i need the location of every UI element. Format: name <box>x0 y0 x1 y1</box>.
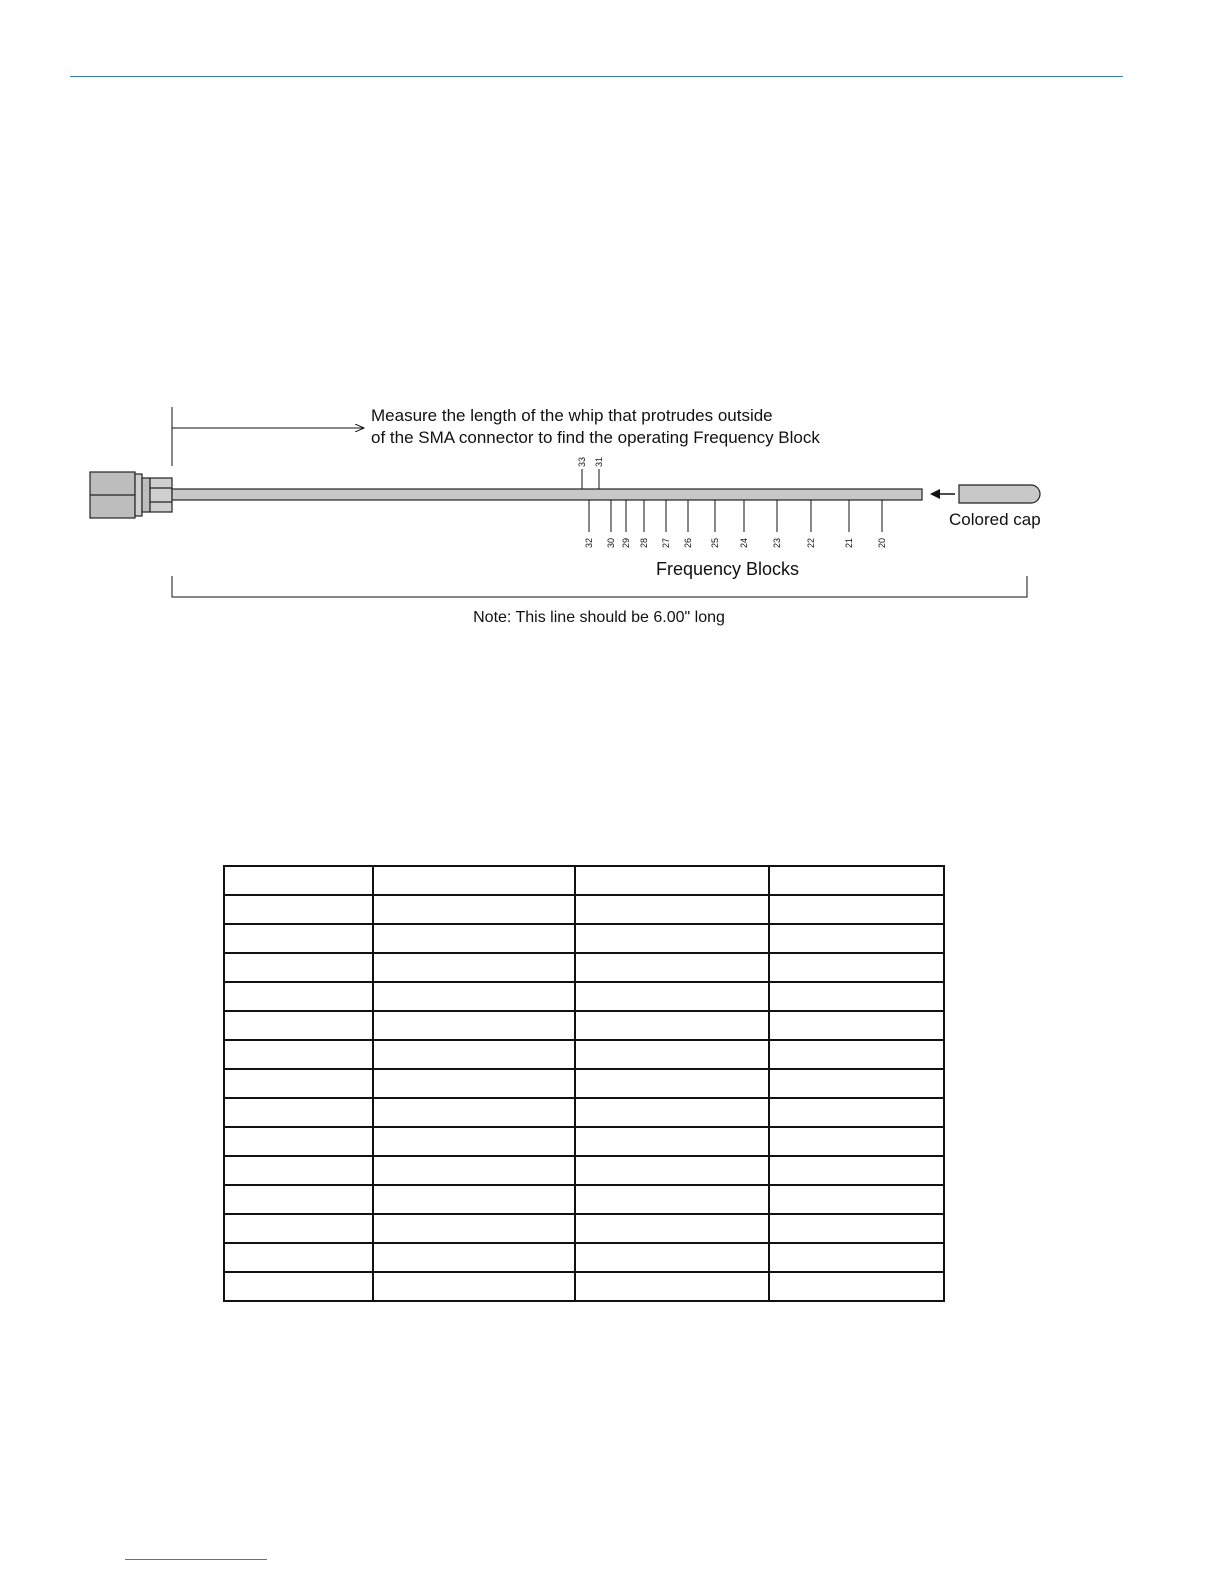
tick-label-32: 32 <box>584 537 594 548</box>
table-cell <box>373 1214 575 1243</box>
table-cell <box>575 1156 769 1185</box>
table-cell <box>224 982 373 1011</box>
tick-label-31: 31 <box>594 456 604 467</box>
table-cell <box>575 982 769 1011</box>
table-cell <box>373 1185 575 1214</box>
table-cell <box>224 866 373 895</box>
table-cell <box>769 1011 944 1040</box>
table-cell <box>769 924 944 953</box>
tick-label-24: 24 <box>739 537 749 548</box>
table-cell <box>373 866 575 895</box>
tick-label-20: 20 <box>877 537 887 548</box>
tick-label-25: 25 <box>710 537 720 548</box>
tick-label-28: 28 <box>639 537 649 548</box>
table-cell <box>373 1243 575 1272</box>
table-cell <box>575 953 769 982</box>
tick-label-21: 21 <box>844 537 854 548</box>
table-row <box>224 1214 944 1243</box>
table-cell <box>769 1069 944 1098</box>
tick-label-23: 23 <box>772 537 782 548</box>
table-cell <box>769 953 944 982</box>
table-cell <box>373 953 575 982</box>
table-cell <box>769 895 944 924</box>
table-row <box>224 1156 944 1185</box>
table-cell <box>373 1156 575 1185</box>
instruction-line-1: Measure the length of the whip that protrudes outside <box>371 406 773 425</box>
table-cell <box>769 1098 944 1127</box>
table-cell <box>373 1098 575 1127</box>
table-row <box>224 866 944 895</box>
table-cell <box>224 1040 373 1069</box>
table-cell <box>575 1272 769 1301</box>
table-row <box>224 953 944 982</box>
table-cell <box>224 895 373 924</box>
footer-rule <box>125 1559 267 1560</box>
table-cell <box>373 1127 575 1156</box>
table-cell <box>224 953 373 982</box>
table-cell <box>575 1127 769 1156</box>
table-cell <box>373 1272 575 1301</box>
colored-cap <box>959 485 1040 503</box>
length-note: Note: This line should be 6.00" long <box>473 609 725 626</box>
table-row <box>224 1185 944 1214</box>
table-cell <box>575 1098 769 1127</box>
table-cell <box>224 1214 373 1243</box>
table-cell <box>769 982 944 1011</box>
table-cell <box>373 1011 575 1040</box>
table-cell <box>575 866 769 895</box>
tick-label-27: 27 <box>661 537 671 548</box>
tick-label-30: 30 <box>606 537 616 548</box>
antenna-whip <box>172 489 922 500</box>
tick-marks-below <box>584 500 887 548</box>
table-row <box>224 1040 944 1069</box>
table-cell <box>224 1069 373 1098</box>
tick-marks-above <box>577 457 604 489</box>
table-row <box>224 1098 944 1127</box>
frequency-blocks-label: Frequency Blocks <box>656 559 800 579</box>
table-cell <box>575 1040 769 1069</box>
table-cell <box>769 1243 944 1272</box>
table-cell <box>769 1127 944 1156</box>
table-cell <box>224 1011 373 1040</box>
table-cell <box>373 982 575 1011</box>
tick-label-33: 33 <box>577 456 587 467</box>
header-rule <box>70 76 1123 77</box>
tick-label-22: 22 <box>806 537 816 548</box>
table-cell <box>769 1040 944 1069</box>
table-cell <box>224 1185 373 1214</box>
table-cell <box>224 1243 373 1272</box>
table-row <box>224 1243 944 1272</box>
table-cell <box>575 1011 769 1040</box>
table-cell <box>575 1069 769 1098</box>
table-cell <box>224 1156 373 1185</box>
sma-connector <box>90 472 172 518</box>
table-cell <box>373 924 575 953</box>
instruction-line-2: of the SMA connector to find the operating Frequency Block <box>371 428 820 447</box>
table-row <box>224 1011 944 1040</box>
table-row <box>224 924 944 953</box>
table-cell <box>575 1243 769 1272</box>
six-inch-bracket <box>172 576 1027 597</box>
table-cell <box>769 1185 944 1214</box>
frequency-table-container <box>223 865 945 1302</box>
table-cell <box>373 895 575 924</box>
table-row <box>224 895 944 924</box>
table-cell <box>373 1069 575 1098</box>
table-cell <box>224 924 373 953</box>
tick-label-29: 29 <box>621 537 631 548</box>
table-cell <box>575 895 769 924</box>
tick-label-26: 26 <box>683 537 693 548</box>
frequency-table <box>223 865 945 1302</box>
table-row <box>224 1069 944 1098</box>
table-row <box>224 1127 944 1156</box>
table-cell <box>224 1098 373 1127</box>
table-row <box>224 982 944 1011</box>
table-cell <box>769 1272 944 1301</box>
table-cell <box>769 1156 944 1185</box>
table-cell <box>575 1185 769 1214</box>
table-cell <box>769 1214 944 1243</box>
colored-cap-label: Colored cap <box>949 510 1041 529</box>
table-cell <box>769 866 944 895</box>
cap-arrow-head <box>930 489 940 499</box>
antenna-whip-diagram <box>0 380 1224 640</box>
table-cell <box>224 1272 373 1301</box>
table-cell <box>575 924 769 953</box>
table-row <box>224 1272 944 1301</box>
table-cell <box>373 1040 575 1069</box>
table-cell <box>224 1127 373 1156</box>
table-cell <box>575 1214 769 1243</box>
